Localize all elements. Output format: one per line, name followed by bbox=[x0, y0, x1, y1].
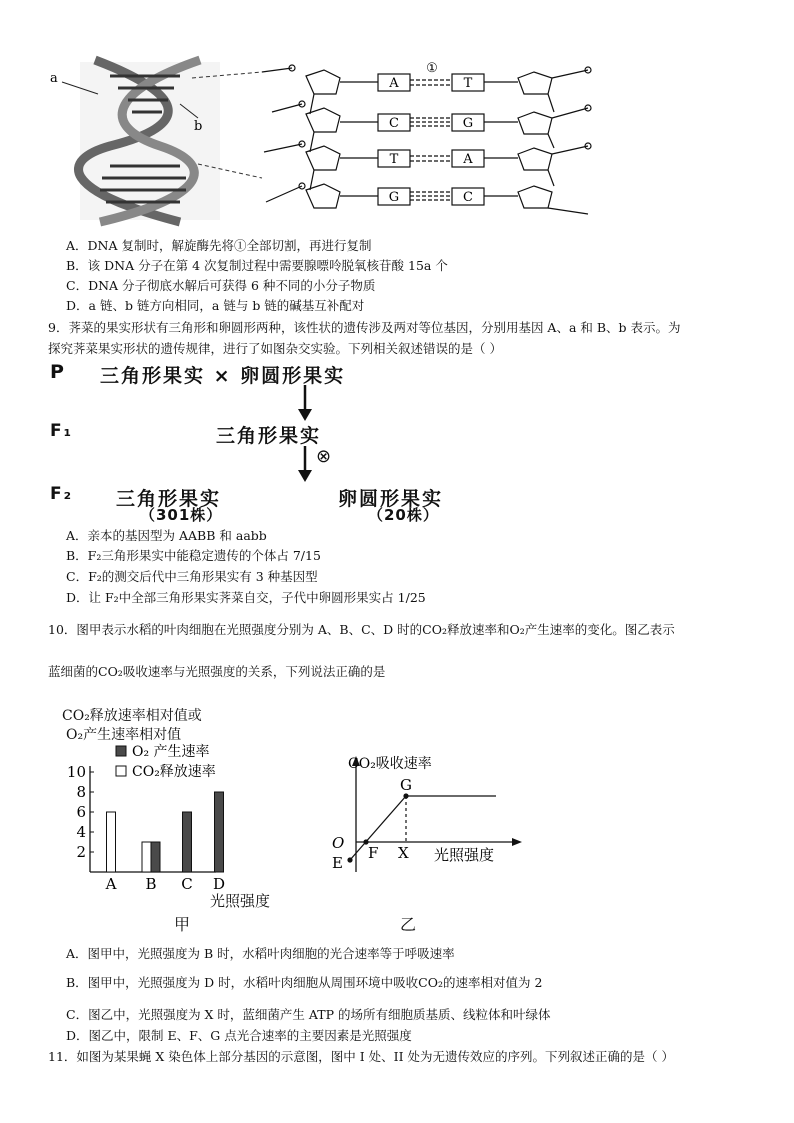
cross-f1-text: 三角形果实 bbox=[216, 425, 322, 447]
chart-jia-ylabel-line1: CO₂释放速率相对值或 bbox=[62, 708, 202, 724]
q8-option-b: B．该 DNA 分子在第 4 次复制过程中需要腺嘌呤脱氧核苷酸 15a 个 bbox=[66, 258, 448, 273]
self-cross-icon: ⊗ bbox=[316, 446, 332, 467]
cross-p-text: 三角形果实 × 卵圆形果实 bbox=[100, 365, 346, 387]
chart-jia-xlabel: 光照强度 bbox=[210, 892, 271, 910]
q9-option-a: A．亲本的基因型为 AABB 和 aabb bbox=[66, 528, 267, 543]
chart-yi-point-e: E bbox=[332, 854, 343, 872]
y-tick-label: 8 bbox=[76, 783, 86, 801]
y-tick-label: 10 bbox=[66, 763, 86, 781]
base-right-3: A bbox=[463, 152, 473, 167]
chart-yi-point-g: G bbox=[400, 776, 412, 794]
q10-option-d: D．图乙中，限制 E、F、G 点光合速率的主要因素是光照强度 bbox=[66, 1028, 412, 1043]
arrow-down-icon bbox=[295, 383, 315, 423]
q8-option-d: D．a 链、b 链方向相同，a 链与 b 链的碱基互补配对 bbox=[66, 298, 365, 313]
q8-option-a: A．DNA 复制时，解旋酶先将①全部切割，再进行复制 bbox=[66, 238, 372, 253]
cross-f1-label: F₁ bbox=[50, 421, 74, 441]
q9-option-b: B．F₂三角形果实中能稳定遗传的个体占 7/15 bbox=[66, 548, 321, 563]
q10-stem-line1: 10．图甲表示水稻的叶肉细胞在光照强度分别为 A、B、C、D 时的CO₂释放速率和O₂产生速率的变化。图乙表示 bbox=[48, 622, 675, 637]
bar-o2-B bbox=[151, 842, 160, 872]
q9-stem-line1: 9．荠菜的果实形状有三角形和卵圆形两种，该性状的遗传涉及两对等位基因，分别用基因 A、a 和 B、b 表示。为 bbox=[48, 320, 681, 335]
category-label: B bbox=[145, 875, 157, 893]
bar-o2-D bbox=[215, 792, 224, 872]
base-left-1: A bbox=[389, 76, 399, 91]
chart-jia bbox=[56, 740, 296, 893]
category-label: D bbox=[212, 875, 226, 893]
bar-co2-A bbox=[107, 812, 116, 872]
legend-o2-swatch bbox=[116, 746, 126, 756]
bar-co2-B bbox=[142, 842, 151, 872]
label-b: b bbox=[194, 119, 203, 134]
base-left-4: G bbox=[388, 190, 400, 205]
base-right-4: C bbox=[463, 190, 473, 205]
q10-option-b: B．图甲中，光照强度为 D 时，水稻叶肉细胞从周围环境中吸收CO₂的速率相对值为 2 bbox=[66, 975, 543, 990]
y-tick-label: 4 bbox=[76, 823, 86, 841]
base-left-2: C bbox=[389, 116, 399, 131]
legend-o2-label: O₂ 产生速率 bbox=[132, 744, 210, 760]
chart-yi-point-x: X bbox=[398, 844, 409, 862]
legend-co2-swatch bbox=[116, 766, 126, 776]
cross-f2-count2: （20株） bbox=[368, 506, 439, 524]
q10-stem-line2: 蓝细菌的CO₂吸收速率与光照强度的关系，下列说法正确的是 bbox=[48, 664, 386, 679]
cross-f2-label: F₂ bbox=[50, 484, 74, 504]
chart-yi-point-f: F bbox=[368, 844, 379, 862]
q8-option-c: C．DNA 分子彻底水解后可获得 6 种不同的小分子物质 bbox=[66, 278, 376, 293]
q9-stem-line2: 探究荠菜果实形状的遗传规律，进行了如图杂交实验。下列相关叙述错误的是（ ） bbox=[48, 341, 502, 356]
y-tick-label: 6 bbox=[76, 803, 86, 821]
chart-yi bbox=[326, 752, 526, 882]
cross-f2-count1: （301株） bbox=[140, 506, 223, 524]
category-label: C bbox=[181, 875, 193, 893]
base-left-3: T bbox=[389, 152, 399, 167]
q9-option-c: C．F₂的测交后代中三角形果实有 3 种基因型 bbox=[66, 569, 318, 584]
category-label: A bbox=[105, 875, 117, 893]
bar-o2-C bbox=[183, 812, 192, 872]
chart-yi-xlabel: 光照强度 bbox=[434, 846, 495, 864]
base-right-1: T bbox=[463, 76, 473, 91]
chart-yi-ylabel: CO₂吸收速率 bbox=[348, 756, 432, 772]
cross-f2-pheno2: 卵圆形果实 bbox=[338, 488, 444, 510]
q10-option-a: A．图甲中，光照强度为 B 时，水稻叶肉细胞的光合速率等于呼吸速率 bbox=[66, 946, 455, 961]
arrow-down-icon bbox=[295, 444, 315, 484]
q9-option-d: D．让 F₂中全部三角形果实荠菜自交，子代中卵圆形果实占 1/25 bbox=[66, 590, 426, 605]
q11-stem: 11．如图为某果蝇 X 染色体上部分基因的示意图，图中 I 处、II 处为无遗传效应的序列。下列叙述正确的是（ ） bbox=[48, 1049, 674, 1064]
q10-option-c: C．图乙中，光照强度为 X 时，蓝细菌产生 ATP 的场所有细胞质基质、线粒体和叶绿体 bbox=[66, 1007, 551, 1022]
base-right-2: G bbox=[462, 116, 474, 131]
chart-yi-caption: 乙 bbox=[400, 915, 417, 934]
label-a: a bbox=[50, 71, 58, 86]
y-tick-label: 2 bbox=[76, 843, 86, 861]
nucleotide-ladder bbox=[262, 65, 591, 214]
cross-p-label: P bbox=[50, 361, 66, 383]
circled-label: ① bbox=[426, 61, 438, 76]
cross-f2-pheno1: 三角形果实 bbox=[116, 488, 222, 510]
double-helix bbox=[50, 60, 262, 222]
chart-jia-caption: 甲 bbox=[174, 915, 191, 934]
dna-figure bbox=[40, 56, 620, 226]
chart-jia-ylabel-line2: O₂产生速率相对值 bbox=[66, 727, 182, 743]
legend-co2-label: CO₂释放速率 bbox=[132, 764, 216, 780]
chart-yi-origin: O bbox=[332, 834, 345, 852]
